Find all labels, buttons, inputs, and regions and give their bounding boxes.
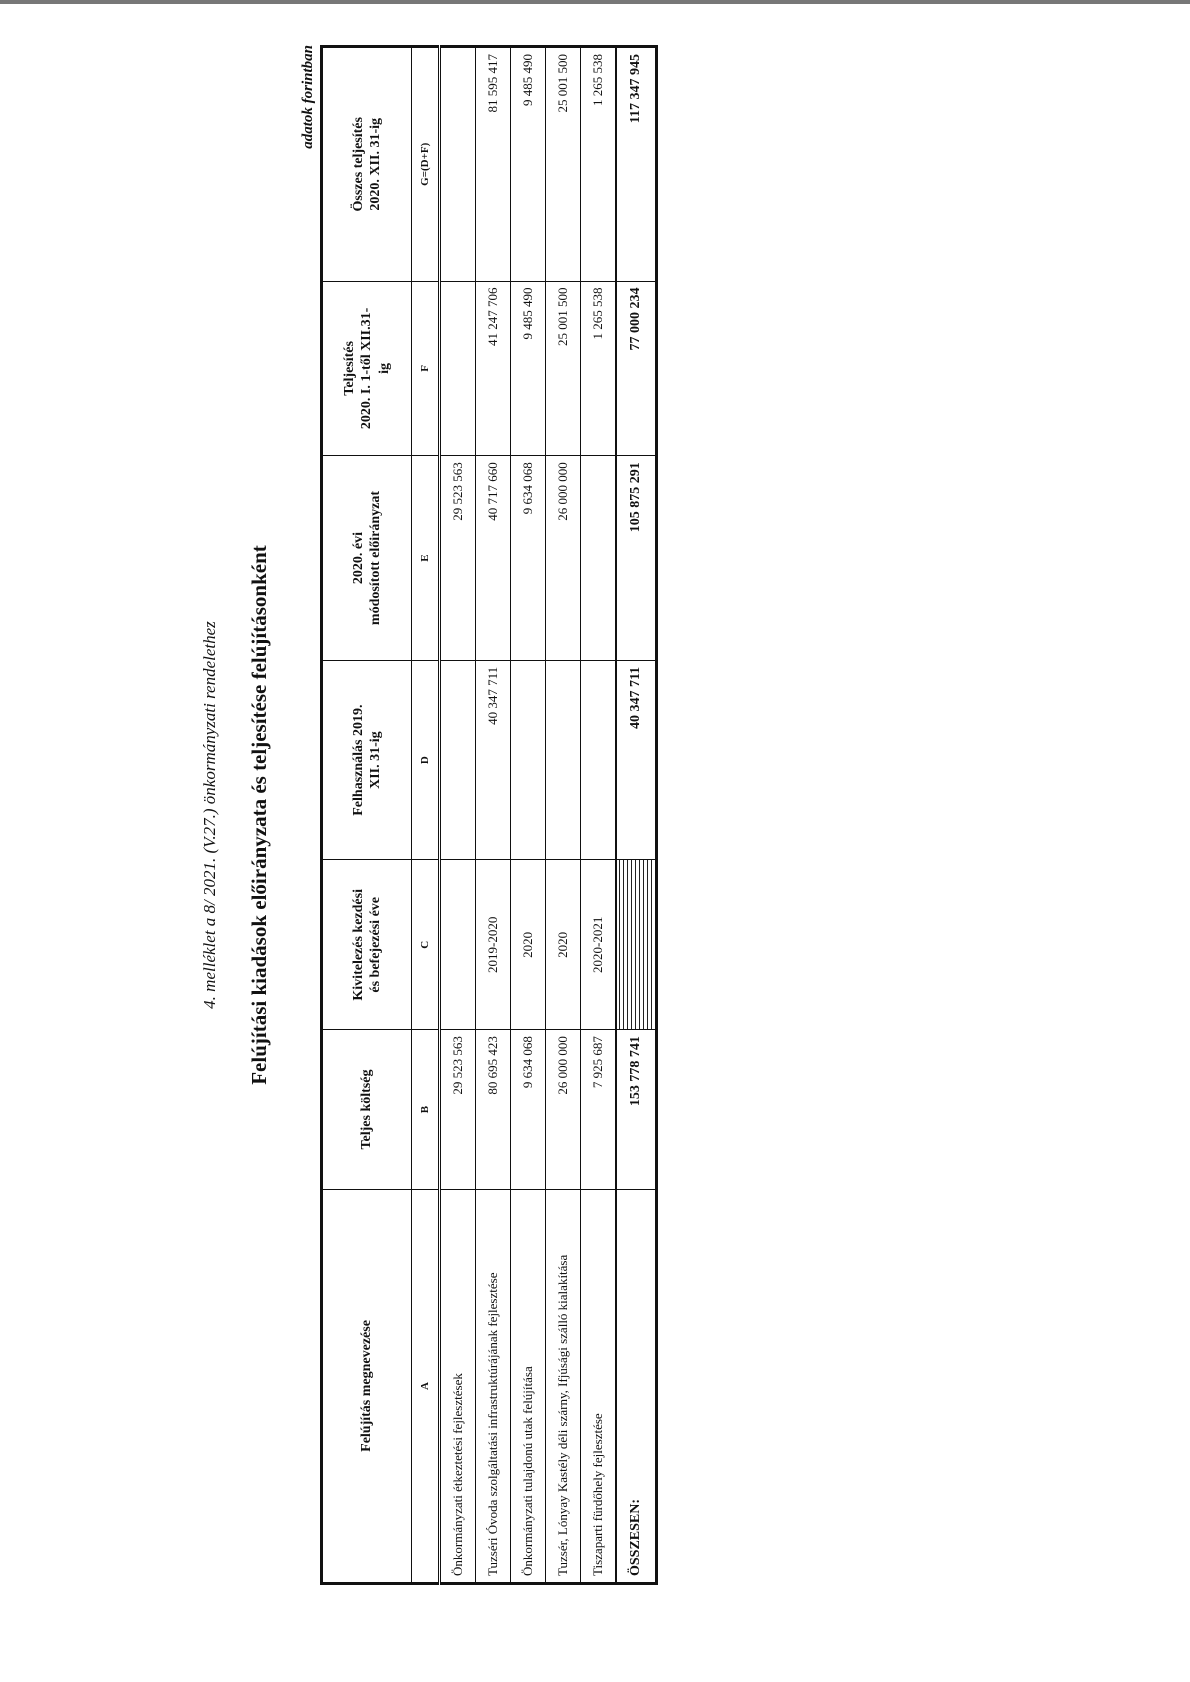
row-total-performance [440, 47, 476, 282]
header-c-line1: Kivitelezés kezdési [350, 889, 366, 1001]
row-total-performance: 25 001 500 [546, 47, 581, 282]
total-performance-all: 117 347 945 [616, 47, 657, 282]
table-row [511, 47, 546, 1584]
row-years: 2020 [511, 860, 546, 1030]
row-total-cost: 9 634 068 [511, 1030, 546, 1190]
column-letter-row [412, 47, 440, 1584]
row-total-performance: 1 265 538 [581, 47, 617, 282]
header-e [322, 456, 412, 661]
row-total-cost: 7 925 687 [581, 1030, 617, 1190]
header-f-line1: Teljesítés [341, 341, 357, 396]
row-performance-2020: 25 001 500 [546, 281, 581, 456]
header-row [322, 47, 412, 1584]
table-row [476, 47, 511, 1584]
total-performance-2020: 77 000 234 [616, 281, 657, 456]
table-row [440, 47, 476, 1584]
total-appropriation-2020: 105 875 291 [616, 456, 657, 661]
page-title: Felújítási kiadások előirányzata és teljesítése felújításonként [247, 545, 271, 1085]
letter-c: C [412, 860, 440, 1030]
letter-e: E [412, 456, 440, 661]
row-total-cost: 80 695 423 [476, 1030, 511, 1190]
header-f-line2: 2020. I. 1-től XII.31- [359, 307, 375, 430]
row-name: Tiszaparti fürdőhely fejlesztése [581, 1189, 617, 1583]
row-name: Tuzséri Óvoda szolgáltatási infrastruktúrájának fejlesztése [476, 1189, 511, 1583]
header-g [322, 47, 412, 282]
total-row [616, 47, 657, 1584]
header-f-line3: ig [376, 362, 392, 374]
row-performance-2020 [440, 281, 476, 456]
header-c [322, 860, 412, 1030]
header-b: Teljes költség [322, 1030, 412, 1190]
row-years [440, 860, 476, 1030]
table-row [581, 47, 617, 1584]
header-d-line1: Felhasználás 2019. [350, 704, 366, 816]
row-total-performance: 81 595 417 [476, 47, 511, 282]
row-name: Tuzsér, Lónyay Kastély déli szárny, Ifjúsági szálló kialakítása [546, 1189, 581, 1583]
row-name: Önkormányzati étkeztetési fejlesztések [440, 1189, 476, 1583]
row-used-2019 [511, 660, 546, 860]
header-g-line1: Összes teljesítés [350, 117, 366, 212]
row-used-2019 [440, 660, 476, 860]
row-years: 2020 [546, 860, 581, 1030]
header-d-line2: XII. 31-ig [368, 731, 383, 789]
total-used-2019: 40 347 711 [616, 660, 657, 860]
unit-note: adatok forintban [300, 45, 316, 149]
row-appropriation-2020: 26 000 000 [546, 456, 581, 661]
row-name: Önkormányzati tulajdonú utak felújítása [511, 1189, 546, 1583]
row-appropriation-2020: 40 717 660 [476, 456, 511, 661]
row-used-2019 [581, 660, 617, 860]
letter-b: B [412, 1030, 440, 1190]
row-used-2019 [546, 660, 581, 860]
row-years: 2020-2021 [581, 860, 617, 1030]
row-performance-2020: 41 247 706 [476, 281, 511, 456]
letter-a: A [412, 1189, 440, 1583]
row-appropriation-2020: 9 634 068 [511, 456, 546, 661]
row-total-cost: 26 000 000 [546, 1030, 581, 1190]
annex-note: 4. melléklet a 8/ 2021. (V.27.) önkormányzati rendelethez [200, 621, 219, 1009]
header-e-line1: 2020. évi [350, 531, 366, 585]
letter-d: D [412, 660, 440, 860]
row-appropriation-2020: 29 523 563 [440, 456, 476, 661]
total-cost: 153 778 741 [616, 1030, 657, 1190]
rotated-page [200, 45, 643, 1585]
header-d [322, 660, 412, 860]
scan-edge [0, 0, 1190, 4]
letter-g: G=(D+F) [412, 47, 440, 282]
row-performance-2020: 9 485 490 [511, 281, 546, 456]
header-f [322, 281, 412, 456]
row-total-performance: 9 485 490 [511, 47, 546, 282]
row-appropriation-2020 [581, 456, 617, 661]
header-g-line2: 2020. XII. 31-ig [368, 118, 383, 211]
row-total-cost: 29 523 563 [440, 1030, 476, 1190]
total-label: ÖSSZESEN: [616, 1189, 657, 1583]
header-e-line2: módosított előirányzat [368, 490, 383, 626]
table-row [546, 47, 581, 1584]
header-a: Felújítás megnevezése [322, 1189, 412, 1583]
row-performance-2020: 1 265 538 [581, 281, 617, 456]
row-years: 2019-2020 [476, 860, 511, 1030]
row-used-2019: 40 347 711 [476, 660, 511, 860]
header-c-line2: és befejezési éve [368, 897, 383, 993]
total-years-hatched [616, 860, 657, 1030]
letter-f: F [412, 281, 440, 456]
renovation-table [320, 45, 658, 1585]
